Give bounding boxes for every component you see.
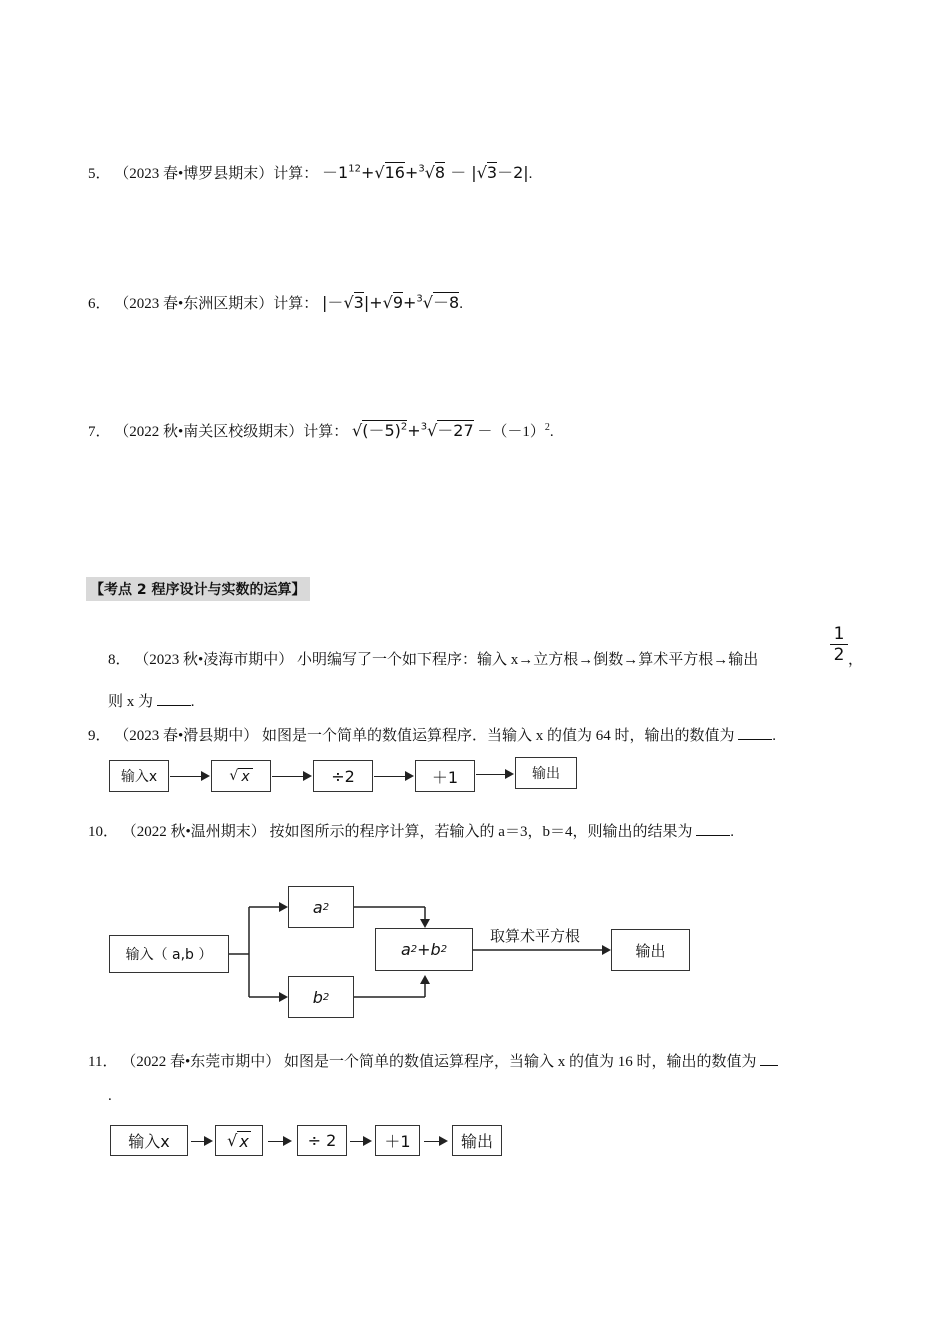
question-source: （2023 春•东洲区期末）计算：: [114, 296, 319, 312]
question-number: 11．: [88, 1054, 118, 1070]
flow-add-box: ＋1: [415, 760, 475, 792]
question-6: 6． （2023 春•东洲区期末）计算： |－√3|+√9+$^3$√－8.: [88, 293, 463, 312]
flow-arrow: [424, 1141, 446, 1142]
question-number: 6．: [88, 296, 111, 312]
comma: ，: [848, 652, 864, 668]
question-number: 9．: [88, 728, 111, 744]
math-expression: $-1^{12}+√16+^3√8 - |√3-2|$: [322, 163, 529, 182]
question-number: 5．: [88, 166, 111, 182]
question-number: 8．: [108, 652, 131, 668]
question-source: （2022 秋•温州期末）: [121, 824, 266, 840]
question-source: （2023 秋•凌海市期中）: [134, 652, 294, 668]
fraction-numerator: 1: [830, 624, 848, 645]
flow-input-box: 输入（ a,b ）: [109, 935, 229, 973]
question-number: 7．: [88, 424, 111, 440]
flow-b-squared-box: b 2: [288, 976, 354, 1018]
flow-a-squared-box: a 2: [288, 886, 354, 928]
flow-output-box: 输出: [611, 929, 690, 971]
question-11: [88, 1050, 878, 1071]
question-source: （2022 秋•南关区校级期末）计算：: [114, 424, 349, 440]
math-expression: $√(-5)^2+^3√-27$: [352, 421, 474, 440]
flow-sqrt-box: √ x: [211, 760, 271, 792]
flow-label-sqrt: 取算术平方根: [490, 927, 581, 945]
flow-output-box: 输出: [515, 757, 577, 789]
question-text: 如图是一个简单的数值运算程序．当输入 x 的值为 64 时，输出的数值为: [262, 728, 735, 744]
question-text: 按如图所示的程序计算，若输入的 a＝3，b＝4，则输出的结果为: [269, 824, 693, 840]
question-number: 10．: [88, 824, 119, 840]
math-expression: |－√3|+√9+$^3$√－8: [322, 293, 460, 312]
question-8-line2: 则 x 为 .: [108, 690, 195, 711]
fraction-denominator: 2: [833, 645, 845, 665]
question-text: 如图是一个简单的数值运算程序，当输入 x 的值为 16 时，输出的数值为: [283, 1054, 757, 1070]
flow-input-box: 输入x: [110, 1125, 188, 1156]
flow-arrow: [268, 1141, 290, 1142]
section-header: 【考点 2 程序设计与实数的运算】: [86, 577, 310, 601]
flow-divide-box: ÷ 2: [297, 1125, 347, 1156]
flow-sum-box: a 2 +b 2: [375, 928, 473, 971]
question-source: （2023 春•博罗县期末）计算：: [114, 166, 319, 182]
flow-divide-box: ÷2: [313, 760, 373, 792]
answer-blank[interactable]: [760, 1051, 778, 1066]
flow-output-box: 输出: [452, 1125, 502, 1156]
question-text: 小明编写了一个如下程序：输入 x→立方根→倒数→算术平方根→输出: [297, 652, 759, 668]
flow-add-box: ＋1: [375, 1125, 420, 1156]
question-10: 10． （2022 秋•温州期末） 按如图所示的程序计算，若输入的 a＝3，b＝4，则输出的结果为 .: [88, 820, 888, 841]
sqrt-symbol: √: [374, 163, 385, 182]
flow-input-box: 输入x: [109, 760, 169, 792]
period: .: [108, 1088, 112, 1104]
question-source: （2022 春•东莞市期中）: [121, 1054, 281, 1070]
flow-arrow: [350, 1141, 370, 1142]
question-source: （2023 春•滑县期中）: [114, 728, 259, 744]
question-9: 9． （2023 春•滑县期中） 如图是一个简单的数值运算程序．当输入 x 的值为 64 时，输出的数值为 .: [88, 724, 888, 745]
flow-sqrt-box: √ x: [215, 1125, 263, 1156]
flow-arrow: [191, 1141, 211, 1142]
question-7: 7． （2022 秋•南关区校级期末）计算： $√(-5)^2+^3√-27 -(-1)^2$.: [88, 421, 554, 440]
question-5: 5． （2023 春•博罗县期末）计算： $-1^{12}+√16+^3√8 - |√3-2|$.: [88, 163, 533, 182]
